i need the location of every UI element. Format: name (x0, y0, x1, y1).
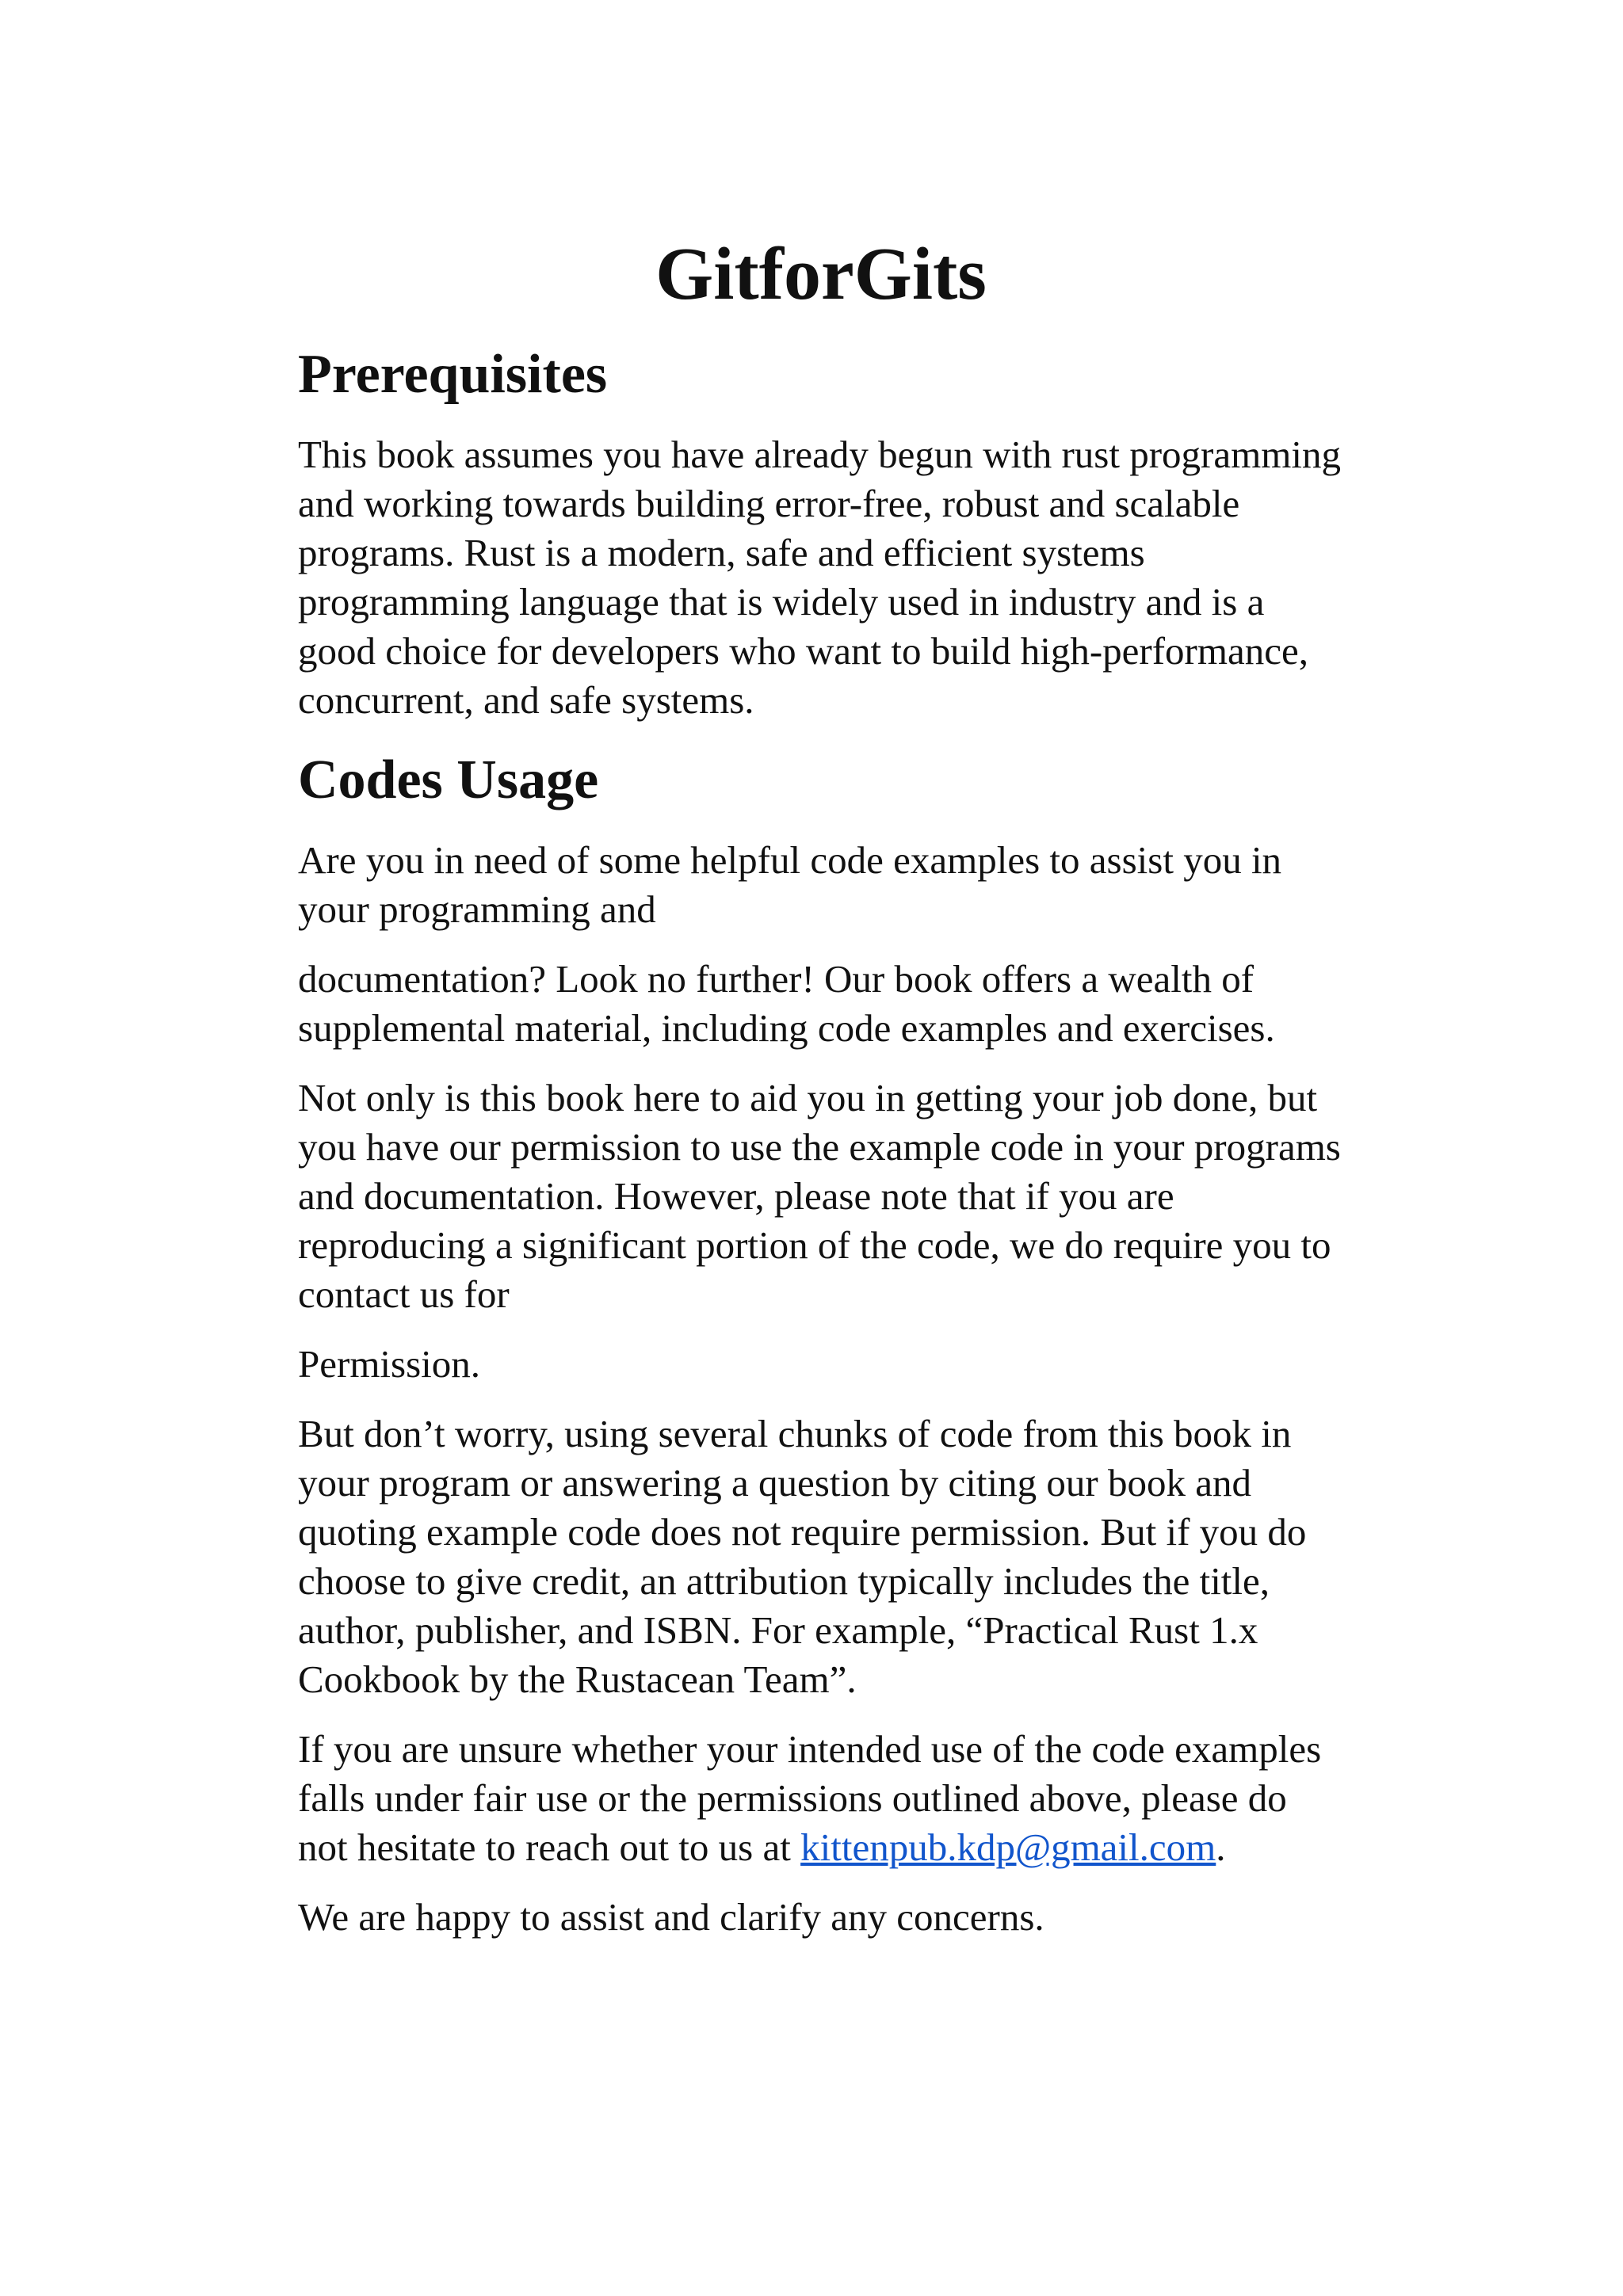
prerequisites-paragraph: This book assumes you have already begun with rust programming and working towards building error-free, robust and scalable programs. Rust is a modern, safe and efficient systems programming language that is widely used in industry and is a good choice for developers who want to build high-performance, concurrent, and safe systems. (298, 432, 1341, 722)
email-link[interactable]: kittenpub.kdp@gmail.com (800, 1825, 1216, 1869)
contact-text: If you are unsure whether your intended use of the code examples falls under fair use or the permissions outlined above, please do not hesitate to reach out to us at (298, 1726, 1322, 1869)
book-title: GitforGits (655, 233, 987, 315)
closing-paragraph: We are happy to assist and clarify any concerns. (298, 1894, 1044, 1939)
codes-usage-paragraph-5: But don’t worry, using several chunks of code from this book in your program or answering a question by citing our book and quoting example code does not require permission. But if you do choose to give credit, an attribution typically includes the title, author, publisher, and ISBN. For example, “Practical Rust 1.x Cookbook by the Rustacean Team”. (298, 1411, 1307, 1701)
section-heading-codes-usage: Codes Usage (298, 749, 599, 810)
section-heading-prerequisites: Prerequisites (298, 343, 608, 405)
codes-usage-paragraph-2: documentation? Look no further! Our book offers a wealth of supplemental material, including code examples and exercises. (298, 956, 1275, 1050)
section-prerequisites (298, 341, 1344, 725)
codes-usage-paragraph-1: Are you in need of some helpful code examples to assist you in your programming and (298, 837, 1282, 931)
section-codes-usage (298, 747, 1344, 1942)
document-page (298, 230, 1344, 1964)
email-suffix: . (1216, 1825, 1226, 1869)
codes-usage-paragraph-6 (298, 1725, 1344, 1872)
codes-usage-paragraph-4: Permission. (298, 1341, 481, 1386)
codes-usage-paragraph-3: Not only is this book here to aid you in getting your job done, but you have our permission to use the example code in your programs and documentation. However, please note that if you are reproducing a significant portion of the code, we do require you to contact us for (298, 1075, 1341, 1316)
